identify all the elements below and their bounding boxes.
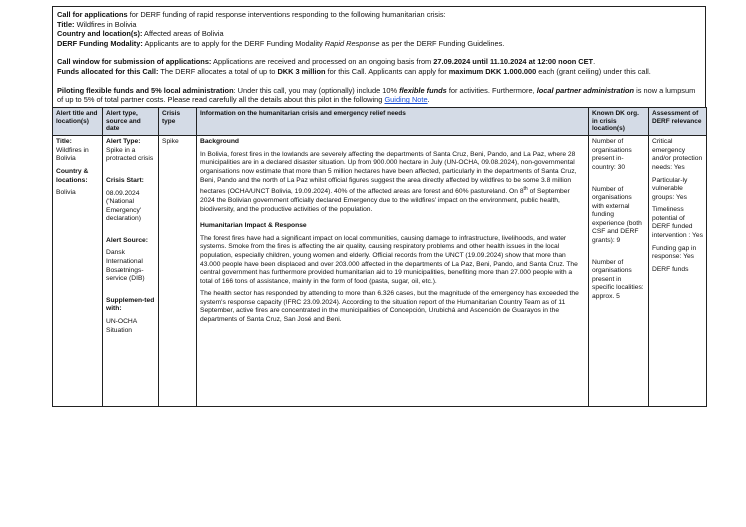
pilot-line: Piloting flexible funds and 5% local administration: Under this call, you may (optionally) include 10% flexible funds for activities. Furthermore, local partner administration is now a lumpsum of up to 5% of total partner costs. Please read carefully all the details about this pilot in the following Guiding Note. (57, 85, 696, 105)
country-line: Country and location(s): Affected areas of Bolivia (57, 29, 224, 39)
cell-known-dk-org: Number of organisations present in-country: 30 Number of organisations with external funding experience (both CSF and DERF grants): 9 Number of organisations present in specific localities: approx. 5 (589, 136, 649, 407)
alert-table (52, 107, 707, 407)
guiding-note-link[interactable]: Guiding Note (384, 95, 428, 105)
funds-line: Funds allocated for this Call: The DERF allocates a total of up to DKK 3 million for this Call. Applicants can apply for maximum DKK 1.000.000 each (grant ceiling) under this call. (57, 66, 651, 76)
impact-heading: Humanitarian Impact & Response (200, 222, 307, 230)
header-known-dk-org: Known DK org. in crisis location(s) (589, 107, 649, 135)
table-header-row (53, 107, 707, 135)
call-intro (52, 6, 706, 107)
modality-line: DERF Funding Modality: Applicants are to apply for the DERF Funding Modality Rapid Response as per the DERF Funding Guidelines. (57, 38, 505, 48)
background-heading: Background (200, 138, 240, 146)
background-text: In Bolivia, forest fires in the lowlands are severely affecting the departments of Santa Cruz, Beni, Pando, and La Paz, where 28 municipalities are in a declared disaster situation. Up from 900.000 hectare in July (UN-OCHA, 09.08.2024), non-governmental organisations now estimate that more than 5 million hectares have been affected, particularly in the departments of Santa Cruz, Beni, Pando and the north of La Paz whilst official figures suggest the area directly affected by wildfires to be some 3.8 million hectares (OCHA/UNCT Bolivia, 19.09.2024). 40% of the affected areas are forest and 60% pastureland. On 8th of September 2024 the Bolivian government officially declared Emergency due to the wildfires' impact on the environment, public health, biodiversity, and the productive activities of the population. (200, 150, 577, 213)
cell-alert-title: Title: Wildfires in Bolivia Country & locations: Bolivia (53, 136, 103, 407)
cell-alert-type: Alert Type: Spike in a protracted crisis Crisis Start: 08.09.2024 ('National Emergency' declaration) Alert Source: Dansk International Bosætnings-service (DIB) Supplemen-ted with: UN-OCHA Situation (103, 136, 159, 407)
window-line: Call window for submission of applications: Applications are received and processed on an ongoing basis from 27.09.2024 until 11.10.2024 at 12:00 noon CET. (57, 57, 596, 67)
impact-text-1: The forest fires have had a significant impact on local communities, causing damage to infrastructure, livelihoods, and water systems. Smoke from the fires is affecting the air quality, causing respiratory problems and other health issues in the local population, especially children, young women and elderly. Official records from the UNCT (19.09.2024) show that more than 43.000 people have been displaced and over 203.000 affected in the departments of La Paz, Beni, Pando, and Santa Cruz. The central government has furthermore provided humanitarian aid to 19 municipalities, benefiting more than 27.000 people with a total of 166 tons of assistance, mainly in the form of food (pasta, sugar, oil, etc.). (200, 234, 578, 285)
call-line: Call for applications for DERF funding of rapid response interventions responding to the following humanitarian crisis: (57, 10, 446, 19)
table-row (53, 136, 707, 407)
header-crisis-type: Crisis type (159, 107, 197, 135)
cell-assessment: Critical emergency and/or protection needs: Yes Particular-ly vulnerable groups: Yes Timeliness potential of DERF funded intervention : Yes Funding gap in response: Yes DERF funds (649, 136, 707, 407)
header-alert-title: Alert title and location(s) (53, 107, 103, 135)
header-assessment: Assessment of DERF relevance (649, 107, 707, 135)
header-information: Information on the humanitarian crisis and emergency relief needs (197, 107, 589, 135)
call-document (52, 6, 706, 407)
title-line: Title: Wildfires in Bolivia (57, 19, 137, 29)
cell-information (197, 136, 589, 407)
impact-text-2: The health sector has responded by attending to more than 6.326 cases, but the magnitude of the emergency has exceeded the system's response capacity (IFRC 23.09.2024). According to the situation report of the Humanitarian Country Team as of 11 September, active fires are concentrated in the municipalities of Concepción, Urubichá and Ascención de Guarayos in the departments of Santa Cruz, San José and Beni. (200, 290, 579, 324)
header-alert-type: Alert type, source and date (103, 107, 159, 135)
cell-crisis-type: Spike (159, 136, 197, 407)
